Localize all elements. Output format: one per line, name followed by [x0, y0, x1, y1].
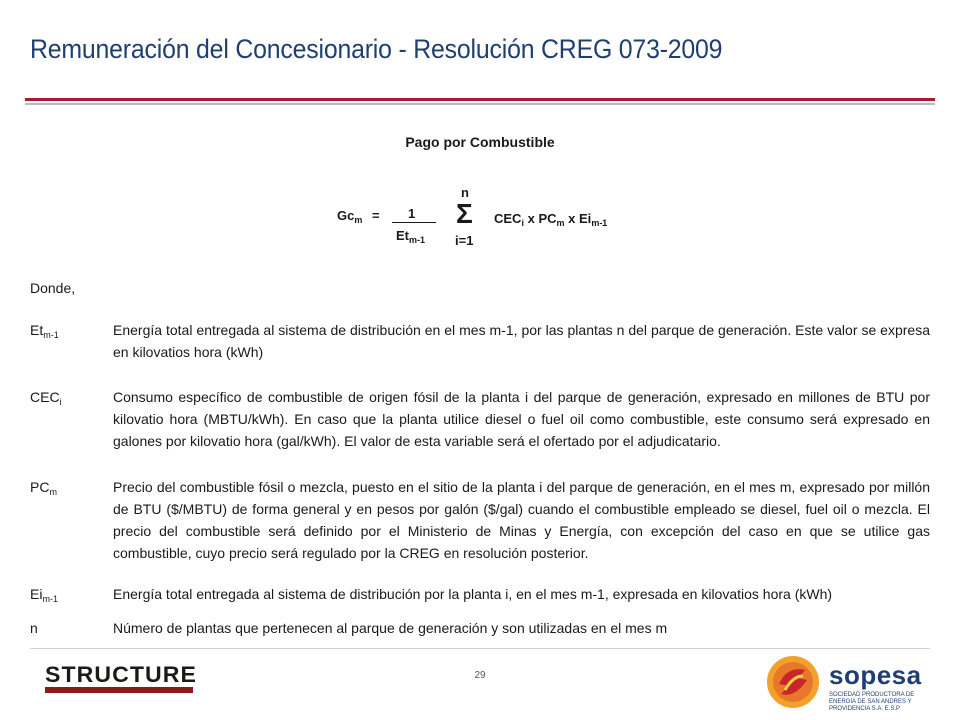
definition-term: $Ei_{m-1}$	[30, 586, 58, 604]
donde-label: Donde,	[30, 280, 76, 296]
title-divider-red	[25, 98, 935, 101]
sum-lower-limit: i=1	[455, 233, 474, 248]
structure-logo-text: STRUCTURE	[45, 662, 197, 687]
sum-upper-limit: n	[461, 185, 469, 200]
formula-numerator: 1	[408, 206, 416, 221]
page-title: Remuneración del Concesionario - Resolución CREG 073-2009	[30, 34, 723, 64]
sopesa-logo-text: sopesa	[829, 660, 922, 690]
fraction-bar	[392, 222, 436, 223]
definition-text: Energía total entregada al sistema de distribución por la planta i, en el mes m-1, expresada en kilovatios hora (kWh)	[113, 586, 833, 602]
sopesa-tagline: SOCIEDAD PRODUCTORA DE ENERGIA DE SAN ANDRES Y PROVIDENCIA S.A. E.S.P	[829, 692, 915, 712]
definition-text: Precio del combustible fósil o mezcla, puesto en el sitio de la planta i del parque de generación, en el mes m, expresado por millón de BTU ($/MBTU) de forma general y en pesos por galón ($/gal) cuando el combustible empleado se diesel, fuel oil o mezcla. El precio del combustible será definido por el Ministerio de Minas y Energía, con excepción del caso en que se utilice gas combustible, cuyo precio será regulado por la CREG en resolución posterior.	[113, 479, 930, 561]
formula-lhs: $Gc_m$	[337, 208, 363, 225]
definition-term: $Et_{m-1}$	[30, 322, 59, 340]
structure-logo-bar	[45, 687, 193, 693]
title-divider-grey	[25, 103, 935, 105]
section-subtitle: Pago por Combustible	[405, 134, 555, 150]
definition-term: $PC_m$	[30, 479, 57, 497]
footer-divider	[30, 648, 930, 649]
sopesa-emblem-icon	[765, 654, 821, 710]
formula	[0, 180, 960, 260]
definition-text: Consumo específico de combustible de origen fósil de la planta i del parque de generación, expresado en millones de BTU por kilovatio hora (MBTU/kWh). En caso que la planta utilice diesel o fuel oil como combustible, este consumo será expresado en galones por kilovatio hora (gal/kWh). El valor de esta variable será el ofertado por el adjudicatario.	[113, 389, 930, 449]
definition-term: $CEC_i$	[30, 389, 62, 407]
definition-text: Número de plantas que pertenecen al parque de generación y son utilizadas en el mes m	[113, 620, 668, 636]
definition-term: n	[30, 620, 38, 636]
structure-logo	[45, 662, 197, 693]
sigma-symbol: Σ	[456, 198, 473, 229]
formula-denominator: $Et_{m-1}$	[396, 228, 426, 245]
formula-product: $CEC_i$ x $PC_m$ x $Ei_{m-1}$	[494, 211, 608, 228]
definition-text: Energía total entregada al sistema de distribución en el mes m-1, por las plantas n del parque de generación. Este valor se expresa en kilovatios hora (kWh)	[113, 322, 930, 360]
page-number: 29	[474, 670, 486, 681]
sopesa-logo	[765, 654, 935, 714]
formula-equals: =	[372, 208, 380, 223]
